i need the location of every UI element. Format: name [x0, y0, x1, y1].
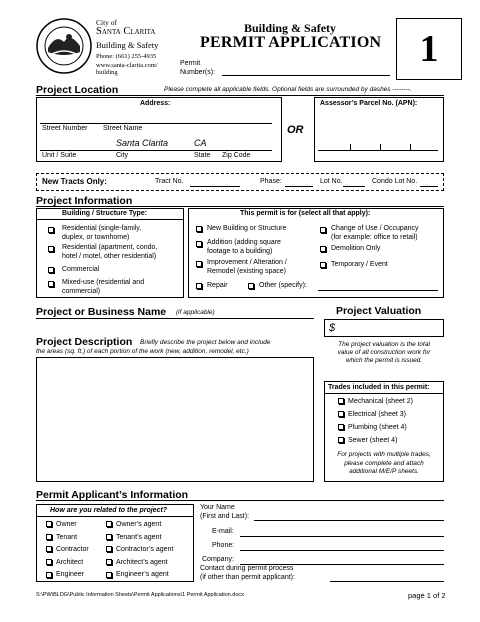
relation-contractors-agent[interactable]: Contractor’s agent	[106, 544, 173, 557]
relation-engineers-agent[interactable]: Engineer’s agent	[106, 569, 173, 582]
street-number-label: Street Number	[42, 125, 88, 132]
description-hint-1: Briefly describe the project below and include	[140, 339, 271, 346]
checkbox-icon[interactable]	[46, 521, 52, 527]
trades-header-rule	[324, 393, 444, 394]
or-label: OR	[287, 124, 304, 136]
checkbox-icon[interactable]	[48, 246, 54, 252]
type-option-mixed-use[interactable]: Mixed-use (residential and commercial)	[48, 278, 144, 296]
phase-label: Phase:	[260, 178, 282, 185]
form-title-small: Building & Safety	[244, 21, 337, 35]
checkbox-icon[interactable]	[338, 411, 344, 417]
applicant-heading: Permit Applicant’s Information	[36, 489, 189, 501]
checkbox-icon[interactable]	[320, 246, 326, 252]
relation-contractor[interactable]: Contractor	[46, 544, 89, 557]
applicant-name-label: Your Name (First and Last):	[200, 504, 250, 520]
checkbox-icon[interactable]	[46, 546, 52, 552]
relation-header: How are you related to the project?	[50, 507, 168, 514]
valuation-note: The project valuation is the total value of all construction work for which the permit is issued.	[337, 341, 431, 364]
trades-header: Trades included in this permit:	[328, 384, 430, 391]
checkbox-icon[interactable]	[106, 534, 112, 540]
other-specify-field[interactable]	[318, 290, 438, 291]
relation-architects-agent[interactable]: Architect’s agent	[106, 557, 173, 570]
description-hint-2: the areas (sq. ft.) of each portion of the work (new, addition, remodel, etc.)	[36, 348, 249, 355]
permit-option-demolition[interactable]: Demolition Only	[320, 244, 380, 253]
page-number-box: 1	[396, 18, 462, 80]
applicant-email-label: E-mail:	[212, 528, 234, 535]
checkbox-icon[interactable]	[106, 521, 112, 527]
trade-mechanical[interactable]: Mechanical (sheet 2)	[338, 398, 413, 405]
state-label: State	[194, 152, 211, 159]
type-option-commercial[interactable]: Commercial	[48, 265, 99, 274]
checkbox-icon[interactable]	[196, 241, 202, 247]
structure-header-rule	[36, 219, 184, 220]
website-link-2[interactable]: building	[96, 69, 118, 76]
permit-option-temporary[interactable]: Temporary / Event	[320, 260, 388, 269]
checkbox-icon[interactable]	[196, 226, 202, 232]
city-line: City of	[96, 18, 118, 27]
relation-right-list	[106, 519, 173, 582]
business-name-hint: (if applicable)	[176, 309, 215, 316]
relation-architect[interactable]: Architect	[46, 557, 89, 570]
website-link[interactable]: www.santa-clarita.com/	[96, 62, 158, 69]
apn-tick-3	[410, 144, 411, 150]
permit-option-other[interactable]: Other (specify):	[248, 281, 307, 290]
business-name-heading: Project or Business Name	[36, 306, 167, 318]
checkbox-icon[interactable]	[46, 572, 52, 578]
permit-option-new-building[interactable]: New Building or Structure	[196, 224, 286, 233]
permit-number-field[interactable]	[222, 75, 390, 76]
location-rule	[36, 95, 444, 96]
relation-owner[interactable]: Owner	[46, 519, 89, 532]
lot-label: Lot No.	[320, 178, 343, 185]
project-valuation-heading: Project Valuation	[336, 305, 422, 317]
checkbox-icon[interactable]	[320, 262, 326, 268]
checkbox-icon[interactable]	[248, 283, 254, 289]
zip-label: Zip Code	[222, 152, 251, 159]
description-textarea[interactable]	[36, 357, 314, 482]
condo-lot-label: Condo Lot No.	[372, 178, 418, 185]
street-field-line[interactable]	[40, 123, 272, 124]
checkbox-icon[interactable]	[106, 546, 112, 552]
department-name: Building & Safety	[96, 40, 159, 50]
lot-field[interactable]	[343, 186, 365, 187]
applicant-email-field[interactable]	[240, 536, 444, 537]
checkbox-icon[interactable]	[338, 437, 344, 443]
checkbox-icon[interactable]	[196, 283, 202, 289]
phase-field[interactable]	[285, 186, 313, 187]
checkbox-icon[interactable]	[106, 559, 112, 565]
apn-field-line[interactable]	[318, 150, 438, 151]
footer-page-number: page 1 of 2	[408, 591, 446, 600]
trade-plumbing[interactable]: Plumbing (sheet 4)	[338, 424, 407, 431]
valuation-input[interactable]: $	[324, 319, 444, 337]
city-label: City	[116, 152, 129, 159]
apn-tick-2	[380, 144, 381, 150]
permit-option-repair[interactable]: Repair	[196, 281, 228, 290]
checkbox-icon[interactable]	[196, 261, 202, 267]
type-option-residential-single[interactable]: Residential (single-family, duplex, or townhome)	[48, 224, 141, 242]
checkbox-icon[interactable]	[338, 398, 344, 404]
project-location-heading: Project Location	[36, 84, 119, 96]
checkbox-icon[interactable]	[46, 534, 52, 540]
trade-electrical[interactable]: Electrical (sheet 3)	[338, 411, 406, 418]
checkbox-icon[interactable]	[338, 424, 344, 430]
unit-label: Unit / Suite	[42, 152, 77, 159]
applicant-name-field[interactable]	[254, 520, 444, 521]
checkbox-icon[interactable]	[48, 267, 54, 273]
info-rule	[36, 206, 444, 207]
form-title: PERMIT APPLICATION	[200, 34, 382, 51]
relation-engineer[interactable]: Engineer	[46, 569, 89, 582]
city-value[interactable]: Santa Clarita	[116, 138, 169, 148]
project-description-heading: Project Description	[36, 336, 133, 348]
trades-note: For projects with multiple trades, please complete and attach additional M/E/P sheets.	[337, 451, 431, 475]
type-option-residential-multi[interactable]: Residential (apartment, condo, hotel / motel, other residential)	[48, 243, 157, 261]
applicant-rule	[36, 500, 444, 501]
new-tracts-label: New Tracts Only:	[42, 177, 107, 186]
city-seal-logo	[36, 18, 92, 74]
permit-for-header: This permit is for (select all that apply):	[240, 210, 371, 217]
relation-tenants-agent[interactable]: Tenant’s agent	[106, 532, 173, 545]
checkbox-icon[interactable]	[106, 572, 112, 578]
department-phone: Phone: (661) 255-4935	[96, 53, 157, 60]
checkbox-icon[interactable]	[46, 559, 52, 565]
applicant-contact-label: Contact during permit process (if other than permit applicant):	[200, 565, 295, 581]
relation-left-list	[46, 519, 89, 582]
city-name: Santa Clarita	[96, 26, 156, 37]
permit-option-addition[interactable]: Addition (adding square footage to a building)	[196, 238, 281, 256]
location-note: Please complete all applicable fields. Optional fields are surrounded by dashes --------.	[164, 86, 412, 93]
apn-label: Assessor’s Parcel No. (APN):	[320, 100, 418, 107]
tract-label: Tract No.	[155, 178, 184, 185]
state-value[interactable]: CA	[194, 138, 207, 148]
trade-sewer[interactable]: Sewer (sheet 4)	[338, 437, 397, 444]
checkbox-icon[interactable]	[320, 227, 326, 233]
address-label: Address:	[140, 100, 171, 107]
city-field-line[interactable]	[40, 150, 272, 151]
street-name-label: Street Name	[103, 125, 143, 132]
permit-option-improvement[interactable]: Improvement / Alteration / Remodel (existing space)	[196, 258, 287, 276]
project-information-heading: Project Information	[36, 195, 133, 207]
footer-file-path: S:\PW\BLDG\Public Information Sheets\Permit Applications\1 Permit Application.docx	[36, 592, 244, 598]
structure-type-header: Building / Structure Type:	[62, 210, 148, 217]
relation-tenant[interactable]: Tenant	[46, 532, 89, 545]
permit-number-label: Permit Number(s):	[180, 60, 216, 76]
checkbox-icon[interactable]	[48, 281, 54, 287]
applicant-contact-field[interactable]	[330, 581, 444, 582]
business-name-field[interactable]	[36, 318, 314, 319]
checkbox-icon[interactable]	[48, 227, 54, 233]
applicant-phone-label: Phone:	[212, 542, 235, 549]
relation-owners-agent[interactable]: Owner’s agent	[106, 519, 173, 532]
applicant-phone-field[interactable]	[240, 550, 444, 551]
applicant-company-label: Company:	[202, 556, 234, 563]
condo-lot-field[interactable]	[420, 186, 438, 187]
tract-field[interactable]	[190, 186, 240, 187]
relation-header-rule	[36, 516, 194, 517]
permit-option-change-of-use[interactable]: Change of Use / Occupancy (for example: office to retail)	[320, 224, 419, 242]
apn-tick-1	[350, 144, 351, 150]
